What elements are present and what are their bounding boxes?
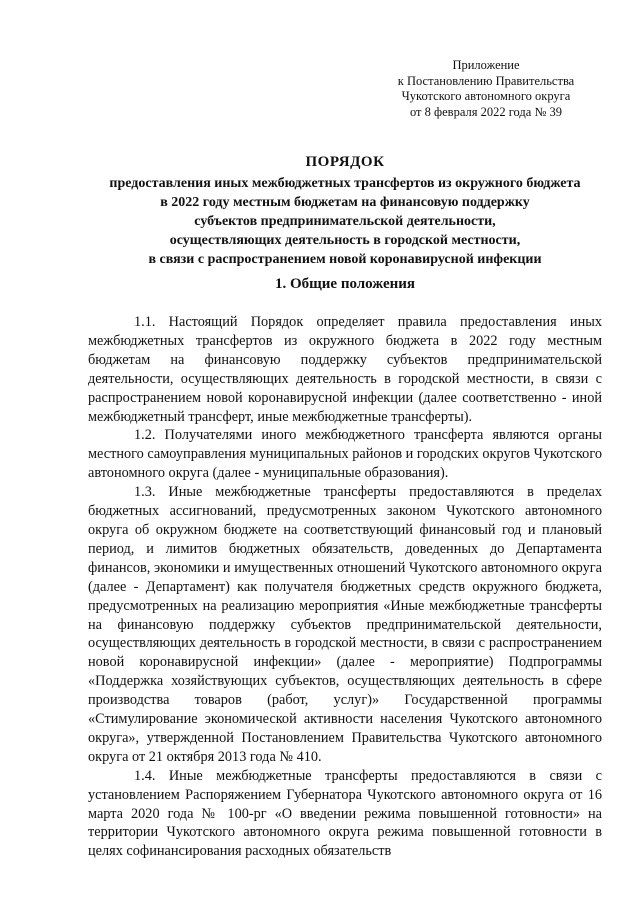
title-line: в связи с распространением новой коронавирусной инфекции xyxy=(148,252,542,267)
title-main: ПОРЯДОК xyxy=(305,154,385,170)
paragraph-1-1: 1.1. Настоящий Порядок определяет правила предоставления иных межбюджетных трансфертов из окружного бюджета в 2022 году местным бюджетам на финансовую поддержку субъектов предпринимательской деятельности, осуществляющих деятельность в городской местности, в связи с распространением новой коронавирусной инфекции (далее соответственно - иной межбюджетный трансферт, иные межбюджетные трансферты). xyxy=(88,314,602,425)
paragraph-1-2: 1.2. Получателями иного межбюджетного трансферта являются органы местного самоуправления муниципальных районов и городских округов Чукотского автономного округа (далее - муниципальные образования). xyxy=(88,427,602,482)
document-body xyxy=(88,313,602,861)
appendix-date-line: от 8 февраля 2022 года № 39 xyxy=(409,104,563,119)
title-line: осуществляющих деятельность в городской местности, xyxy=(169,233,521,248)
appendix-header xyxy=(370,58,602,120)
appendix-line: Чукотского автономного округа xyxy=(401,89,571,103)
section-heading: 1. Общие положения xyxy=(274,276,416,292)
title-line: в 2022 году местным бюджетам на финансовую поддержку xyxy=(160,195,530,210)
title-line: субъектов предпринимательской деятельности, xyxy=(194,214,496,229)
paragraph-1-4: 1.4. Иные межбюджетные трансферты предоставляются в связи с установлением Распоряжением Губернатора Чукотского автономного округа от 16 марта 2020 года № 100-рг «О введении режима повышенной готовности» на территории Чукотского автономного округа режима повышенной готовности в целях софинансирования расходных обязательств xyxy=(88,767,602,860)
title-line: предоставления иных межбюджетных трансфертов из окружного бюджета xyxy=(109,176,581,191)
appendix-line: к Постановлению Правительства xyxy=(397,73,575,88)
appendix-line: Приложение xyxy=(452,58,520,72)
document-title xyxy=(88,153,602,269)
paragraph-1-3: 1.3. Иные межбюджетные трансферты предоставляются в пределах бюджетных ассигнований, предусмотренных законом Чукотского автономного округа об окружном бюджете на соответствующий финансовый год и плановый период, и лимитов бюджетных обязательств, доведенных до Департамента финансов, экономики и имущественных отношений Чукотского автономного округа (далее - Департамент) как получателя бюджетных средств окружного бюджета, предусмотренных на реализацию мероприятия «Иные межбюджетные трансферты на финансовую поддержку субъектов предпринимательской деятельности, осуществляющих деятельность в городской местности, в связи с распространением новой коронавирусной инфекции» (далее - мероприятие) Подпрограммы «Поддержка хозяйствующих субъектов, осуществляющих деятельность в сфере производства товаров (работ, услуг)» Государственной программы «Стимулирование экономической активности населения Чукотского автономного округа», утвержденной Постановлением Правительства Чукотского автономного округа от 21 октября 2013 года № 410. xyxy=(88,484,602,765)
